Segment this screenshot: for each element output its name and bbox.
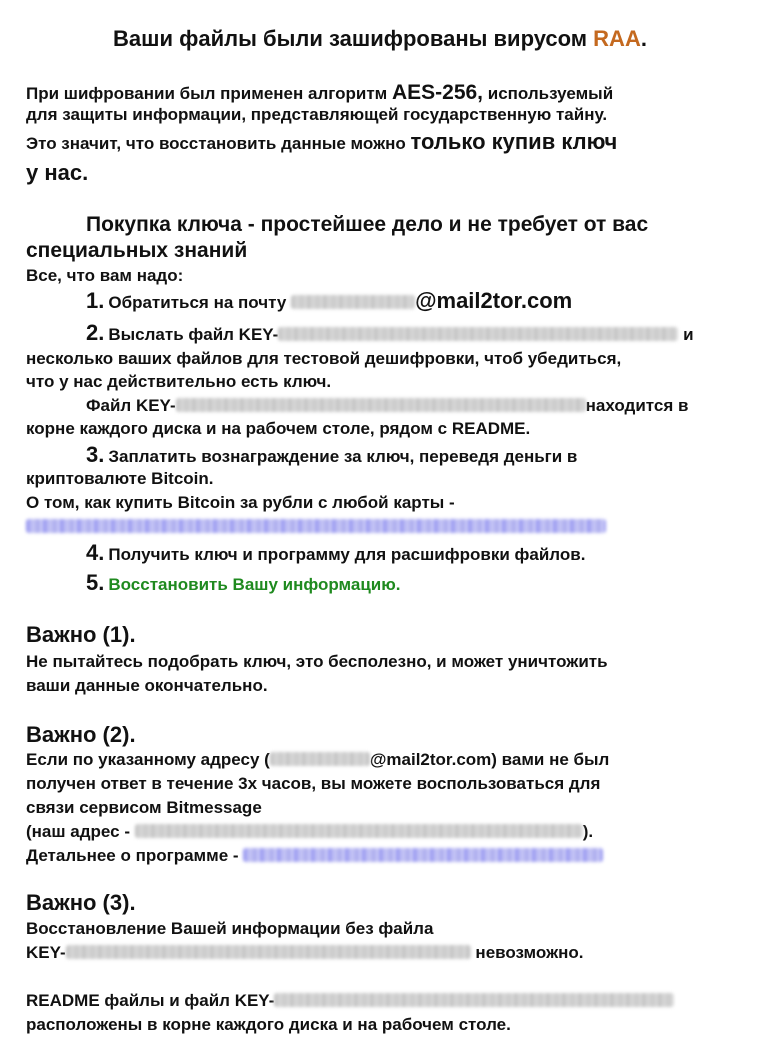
important-text: (наш адрес - [26,822,135,841]
important-2-line-2: получен ответ в течение 3х часов, вы можете воспользоваться для [26,774,601,793]
intro-text: Это значит, что восстановить данные можно [26,134,411,153]
key-file-line-1 [86,395,688,417]
important-2-heading: Важно (2). [26,722,136,747]
important-text: Детальнее о программе - [26,846,244,865]
readme-line-1 [26,990,674,1012]
important-text: невозможно. [475,943,584,962]
title-suffix: . [640,26,647,51]
important-1-heading: Важно (1). [26,622,136,647]
step-number: 5. [86,570,105,595]
important-text: Если по указанному адресу ( [26,750,270,769]
redacted-bitmessage-address [135,824,583,838]
email-domain: @mail2tor.com [415,288,573,313]
step-text: Получить ключ и программу для расшифровки файлов. [108,545,586,564]
redacted-key-id [66,945,471,959]
intro-line-3 [26,131,617,155]
intro-line-1 [26,82,613,105]
important-3-line-2 [26,942,584,964]
important-3-heading: Важно (3). [26,890,136,915]
bitcoin-link[interactable] [26,516,606,538]
bitcoin-info-text: О том, как купить Bitcoin за рубли с любой карты - [26,493,455,512]
redacted-email [270,752,370,766]
readme-text: README файлы и файл KEY- [26,991,275,1010]
algorithm-name: AES-256, [391,81,484,104]
important-2-line-4 [26,821,593,843]
purchase-need-text: Все, что вам надо: [26,266,184,285]
redacted-key-id [176,398,586,412]
step-text: Заплатить вознаграждение за ключ, переведя деньги в [108,447,578,466]
page-title [0,28,760,50]
step-4 [86,542,585,566]
purchase-heading-line-2: специальных знаний [26,239,248,262]
key-file-line-2: корне каждого диска и на рабочем столе, рядом с README. [26,419,531,438]
intro-text: При шифровании был применен алгоритм [26,84,392,103]
redacted-key-id [278,327,678,341]
important-2-line-1 [26,749,609,771]
step-number: 4. [86,540,105,565]
emphasis-text: только купив ключ [410,129,618,154]
important-1-line-2: ваши данные окончательно. [26,676,268,695]
redacted-link[interactable] [26,519,606,533]
important-3-line-1: Восстановление Вашей информации без файла [26,919,434,938]
step-text: Обратиться на почту [108,293,287,312]
step-2-line-3: что у нас действительно есть ключ. [26,372,332,391]
important-text: KEY- [26,943,66,962]
redacted-email [291,295,415,309]
important-2-line-3: связи сервисом Bitmessage [26,798,262,817]
intro-line-2: для защиты информации, представляющей государственную тайну. [26,105,608,124]
step-2-line-2: несколько ваших файлов для тестовой дешифровки, чтоб убедиться, [26,349,622,368]
step-5 [86,572,400,596]
step-2 [86,322,694,346]
key-file-text: находится в [585,396,689,415]
key-file-text: Файл KEY- [86,396,176,415]
step-text: и [683,325,694,344]
step-number: 1. [86,288,105,313]
readme-line-2: расположены в корне каждого диска и на рабочем столе. [26,1015,511,1034]
important-2-line-5 [26,845,603,867]
intro-line-4: у нас. [26,160,89,185]
purchase-heading-line-1: Покупка ключа - простейшее дело и не требует от вас [86,213,649,236]
step-text: Выслать файл KEY- [108,325,279,344]
important-text: ). [582,822,594,841]
important-1-line-1: Не пытайтесь подобрать ключ, это бесполезно, и может уничтожить [26,652,608,671]
virus-name: RAA [593,26,641,51]
redacted-link[interactable] [243,848,603,862]
step-number: 3. [86,442,105,467]
intro-text: используемый [483,84,614,103]
redacted-key-id [274,993,674,1007]
step-number: 2. [86,320,105,345]
step-1 [86,290,572,314]
title-prefix: Ваши файлы были зашифрованы вирусом [113,26,594,51]
important-text: @mail2tor.com) вами не был [369,750,610,769]
step-text-restore: Восстановить Вашу информацию. [108,575,401,594]
step-3-line-2: криптовалюте Bitcoin. [26,469,214,488]
step-3 [86,444,577,468]
